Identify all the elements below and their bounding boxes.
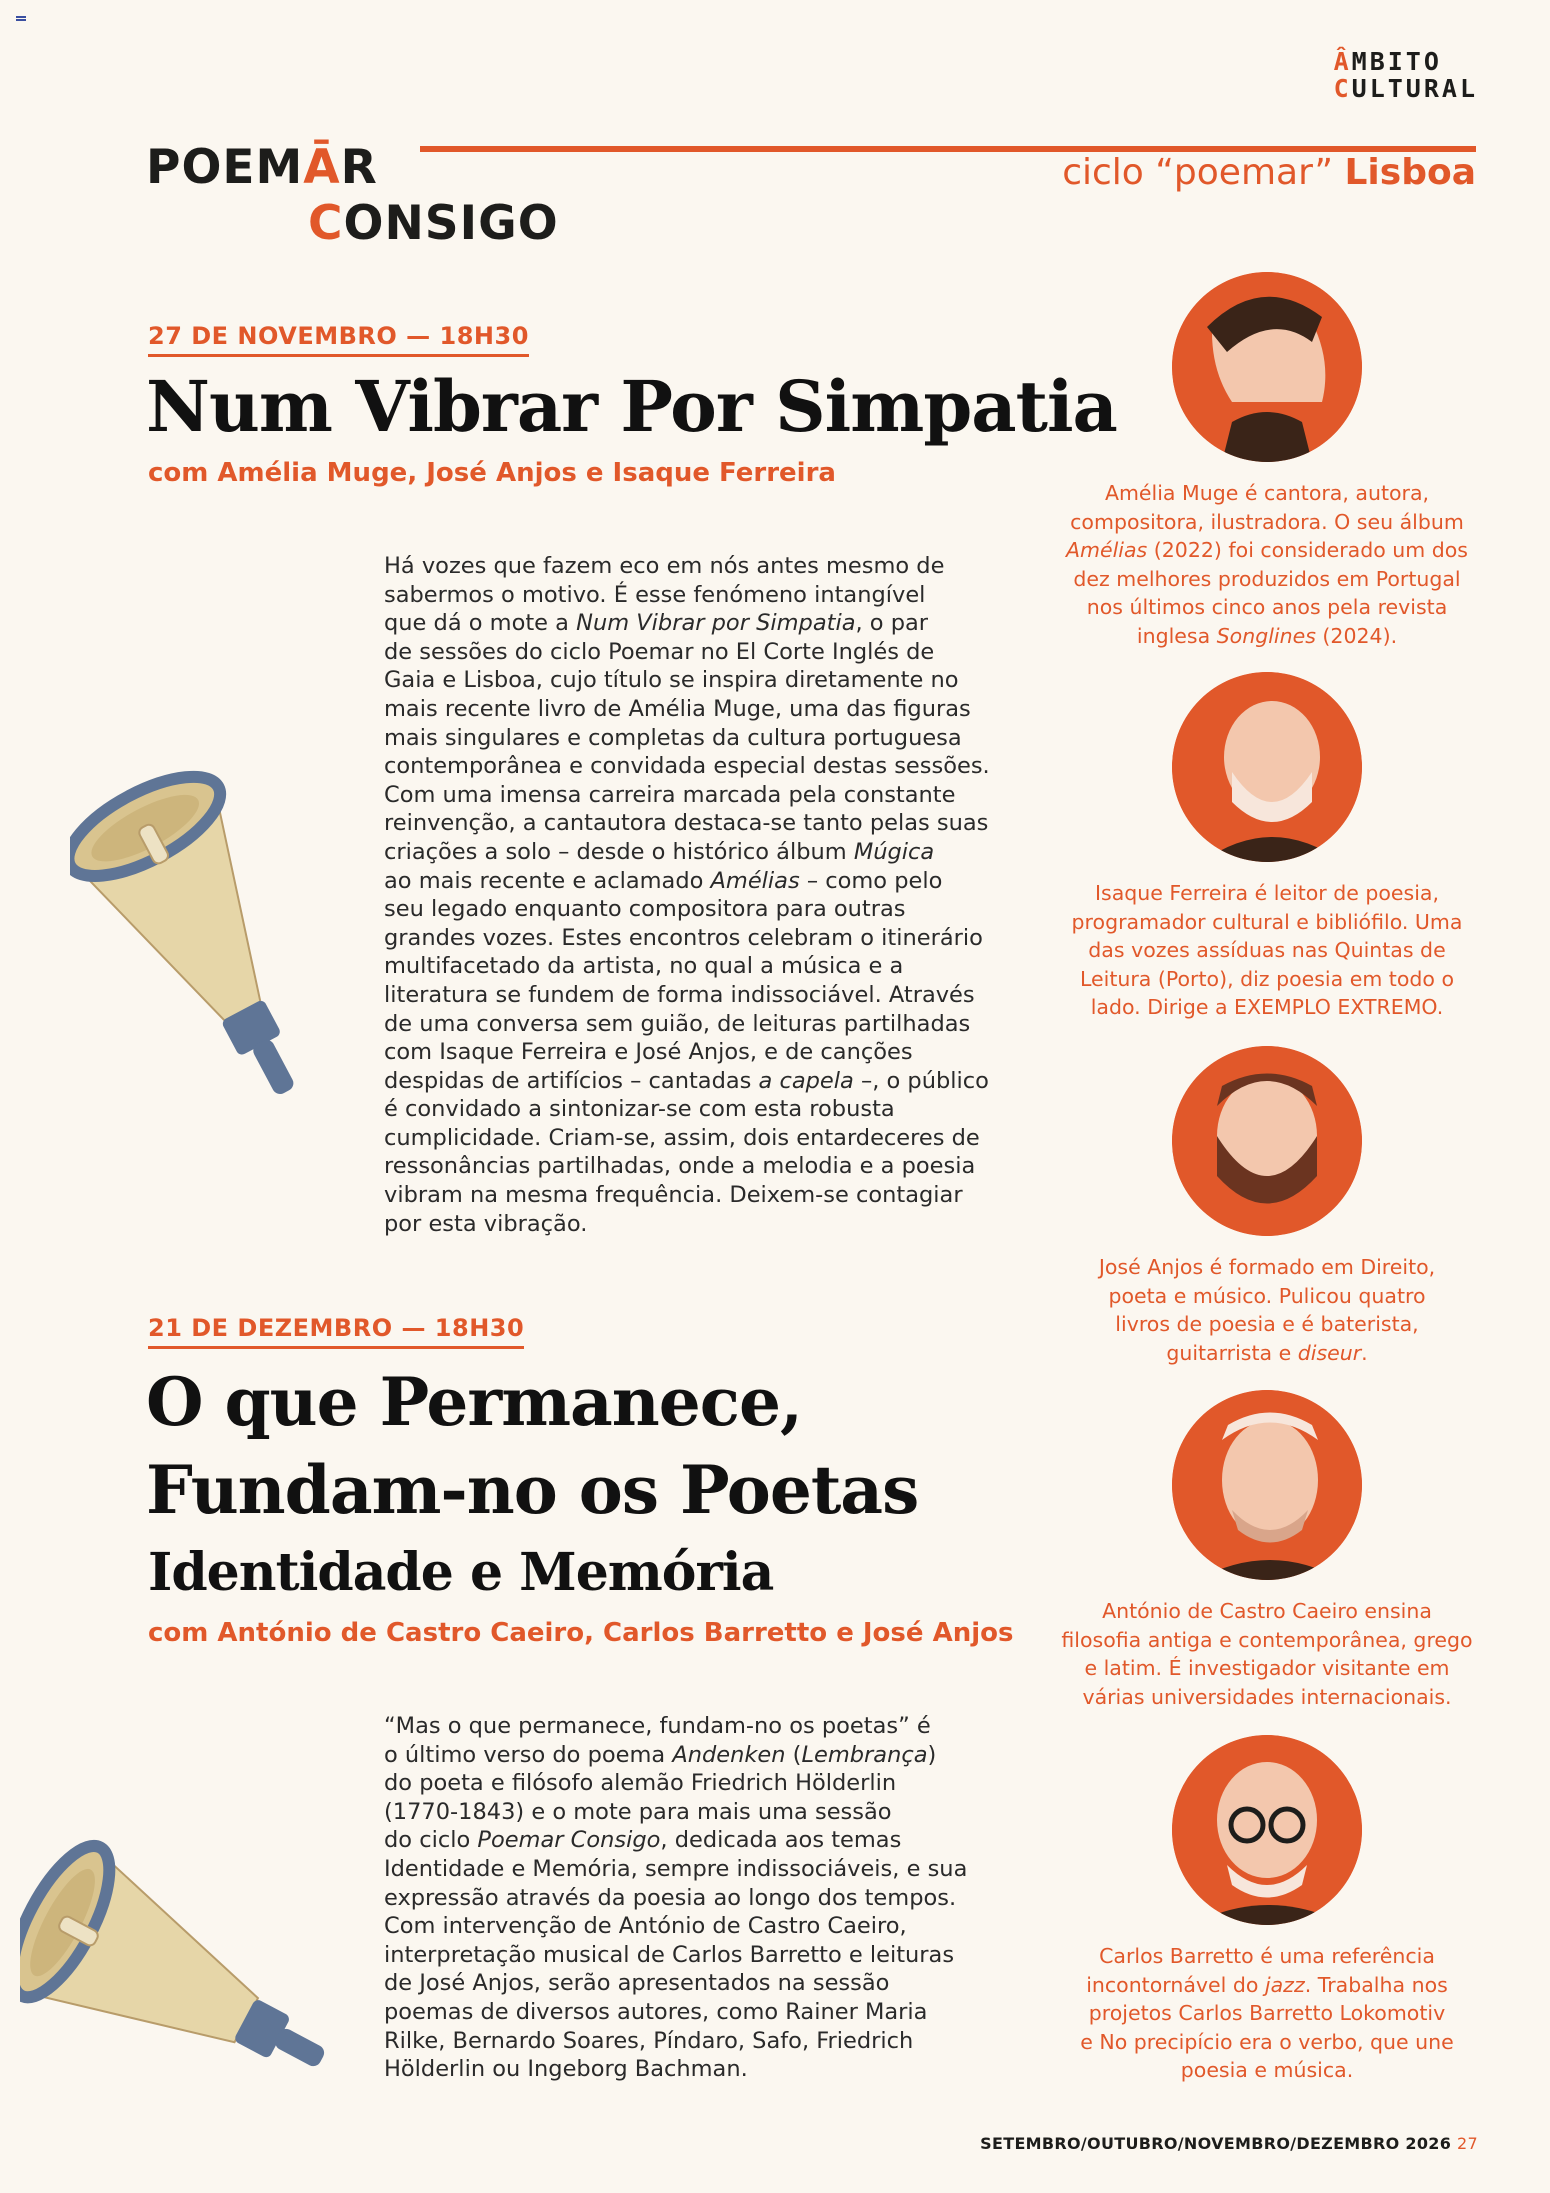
text-line: grandes vozes. Estes encontros celebram o itinerário <box>384 924 983 951</box>
event-title <box>146 1358 918 1534</box>
text-line: mais recente livro de Amélia Muge, uma das figuras <box>384 695 971 722</box>
text-line: expressão através da poesia ao longo dos tempos. <box>384 1884 957 1911</box>
text-line: Há vozes que fazem eco em nós antes mesmo de <box>384 553 945 579</box>
page-number: 27 <box>1457 2134 1478 2153</box>
event-subtitle: Identidade e Memória <box>148 1542 774 1603</box>
logo-text: ONSIGO <box>343 196 559 251</box>
text-line: multifacetado da artista, no qual a música e a <box>384 953 904 980</box>
bio-text <box>1057 479 1477 651</box>
text-line: despidas de artifícios – cantadas a capela –, o público <box>384 1067 989 1094</box>
event-title: Num Vibrar Por Simpatia <box>146 365 1117 448</box>
text-line: é convidado a sintonizar-se com esta robusta <box>384 1096 895 1123</box>
text-line: Carlos Barretto é uma referência <box>1099 1944 1435 1968</box>
text-line: ao mais recente e aclamado Amélias – como pelo <box>384 867 943 894</box>
text-line: Hölderlin ou Ingeborg Bachman. <box>384 2056 748 2083</box>
text-line: de sessões do ciclo Poemar no El Corte Inglés de <box>384 638 935 665</box>
text-line: criações a solo – desde o histórico álbum Múgica <box>384 838 935 865</box>
logo-text: R <box>340 140 378 195</box>
logo-text: ULTURAL <box>1351 74 1478 103</box>
text-line: Amélia Muge é cantora, autora, <box>1104 481 1430 505</box>
text-line: programador cultural e bibliófilo. Uma <box>1071 909 1463 934</box>
portrait-photo <box>1172 1046 1362 1236</box>
bio-text <box>1057 1597 1477 1711</box>
text-line: inglesa Songlines (2024). <box>1136 623 1398 648</box>
text-line: vibram na mesma frequência. Deixem-se contagiar <box>384 1182 963 1209</box>
text-line: contemporânea e convidada especial destas sessões. <box>384 753 990 780</box>
text-line: literatura se fundem de forma indissociável. Através <box>384 981 975 1008</box>
portrait-icon <box>1172 1046 1362 1236</box>
text-line: do ciclo Poemar Consigo, dedicada aos temas <box>384 1827 902 1854</box>
event-date: 27 DE NOVEMBRO — 18H30 <box>148 322 529 357</box>
text-line: poesia e música. <box>1180 2058 1354 2083</box>
section-title <box>1062 152 1476 193</box>
text-line: de José Anjos, serão apresentados na sessão <box>384 1970 890 1997</box>
text-line: “Mas o que permanece, fundam-no os poetas” é <box>384 1713 931 1739</box>
text-line: por esta vibração. <box>384 1210 588 1237</box>
issue-label: SETEMBRO/OUTUBRO/NOVEMBRO/DEZEMBRO 2026 <box>980 2134 1452 2153</box>
text-line: António de Castro Caeiro ensina <box>1102 1599 1432 1623</box>
page-footer <box>980 2134 1478 2153</box>
text-line: guitarrista e diseur. <box>1166 1340 1368 1365</box>
text-line: Leitura (Porto), diz poesia em todo o <box>1079 966 1454 991</box>
text-line: filosofia antiga e contemporânea, grego <box>1061 1627 1473 1652</box>
portrait-photo <box>1172 1390 1362 1580</box>
logo-letter: Â <box>1333 47 1352 76</box>
text-line: Isaque Ferreira é leitor de poesia, <box>1095 881 1439 905</box>
portrait-photo <box>1172 672 1362 862</box>
ambito-cultural-logo <box>1334 48 1478 102</box>
event-participants: com Amélia Muge, José Anjos e Isaque Ferreira <box>148 458 836 488</box>
text-line: incontornável do jazz. Trabalha nos <box>1086 1972 1448 1997</box>
section-prefix: ciclo “poemar” <box>1062 152 1345 193</box>
text-line: compositora, ilustradora. O seu álbum <box>1070 509 1464 534</box>
text-line: com Isaque Ferreira e José Anjos, e de canções <box>384 1039 913 1066</box>
text-line: nos últimos cinco anos pela revista <box>1086 595 1448 620</box>
bio-text <box>1057 1942 1477 2085</box>
text-line: e latim. É investigador visitante em <box>1084 1656 1450 1681</box>
text-line: seu legado enquanto compositora para outras <box>384 896 906 923</box>
bio-text <box>1057 879 1477 1022</box>
event-date: 21 DE DEZEMBRO — 18H30 <box>148 1314 524 1349</box>
text-line: (1770-1843) e o mote para mais uma sessão <box>384 1798 892 1825</box>
portrait-icon <box>1172 272 1362 462</box>
logo-letter: C <box>308 196 344 251</box>
text-line: Com uma imensa carreira marcada pela constante <box>384 781 956 808</box>
text-line: dez melhores produzidos em Portugal <box>1073 566 1461 591</box>
text-line: sabermos o motivo. É esse fenómeno intangível <box>384 581 926 608</box>
text-line: Amélias (2022) foi considerado um dos <box>1065 538 1468 563</box>
logo-text: POEM <box>146 140 304 195</box>
text-line: projetos Carlos Barretto Lokomotiv <box>1088 2001 1446 2026</box>
logo-letter: C <box>1333 74 1352 103</box>
text-line: Identidade e Memória, sempre indissociáveis, e sua <box>384 1855 968 1882</box>
portrait-icon <box>1172 1390 1362 1580</box>
logo-letter: Ā <box>303 140 341 195</box>
text-line: interpretação musical de Carlos Barretto e leituras <box>384 1941 955 1968</box>
portrait-icon <box>1172 672 1362 862</box>
event-title-line: Fundam-no os Poetas <box>146 1451 919 1529</box>
text-line: do poeta e filósofo alemão Friedrich Hölderlin <box>384 1770 897 1797</box>
poemar-consigo-logo <box>146 140 559 252</box>
text-line: várias universidades internacionais. <box>1082 1684 1452 1709</box>
portrait-icon <box>1172 1735 1362 1925</box>
text-line: mais singulares e completas da cultura portuguesa <box>384 724 962 751</box>
text-line: José Anjos é formado em Direito, <box>1098 1255 1436 1279</box>
event-participants: com António de Castro Caeiro, Carlos Barretto e José Anjos <box>148 1618 1014 1648</box>
text-line: cumplicidade. Criam-se, assim, dois entardeceres de <box>384 1124 980 1151</box>
text-line: poeta e músico. Pulicou quatro <box>1108 1283 1426 1308</box>
bio-text <box>1057 1253 1477 1367</box>
text-line: lado. Dirige a EXEMPLO EXTREMO. <box>1090 995 1444 1020</box>
text-line: de uma conversa sem guião, de leituras partilhadas <box>384 1010 971 1037</box>
portrait-photo <box>1172 272 1362 462</box>
text-line: reinvenção, a cantautora destaca-se tanto pelas suas <box>384 810 989 837</box>
logo-text: MBITO <box>1351 47 1442 76</box>
text-line: Gaia e Lisboa, cujo título se inspira diretamente no <box>384 667 959 694</box>
text-line: e No precipício era o verbo, que une <box>1080 2029 1454 2054</box>
text-line: das vozes assíduas nas Quintas de <box>1088 938 1446 963</box>
section-city: Lisboa <box>1344 152 1476 193</box>
text-line: ressonâncias partilhadas, onde a melodia e a poesia <box>384 1153 976 1180</box>
text-line: Com intervenção de António de Castro Caeiro, <box>384 1913 907 1940</box>
text-line: que dá o mote a Num Vibrar por Simpatia, o par <box>384 610 929 637</box>
text-line: o último verso do poema Andenken (Lembrança) <box>384 1741 937 1768</box>
megaphone-illustration <box>70 770 350 1130</box>
megaphone-illustration <box>20 1820 340 2150</box>
text-line: Rilke, Bernardo Soares, Píndaro, Safo, Friedrich <box>384 2027 914 2054</box>
menu-icon[interactable] <box>16 16 26 24</box>
text-line: livros de poesia e é baterista, <box>1115 1312 1419 1337</box>
text-line: poemas de diversos autores, como Rainer Maria <box>384 1998 928 2025</box>
portrait-photo <box>1172 1735 1362 1925</box>
event-description <box>384 1712 1024 2084</box>
event-description <box>384 552 1024 1238</box>
event-title-line: O que Permanece, <box>146 1363 802 1441</box>
